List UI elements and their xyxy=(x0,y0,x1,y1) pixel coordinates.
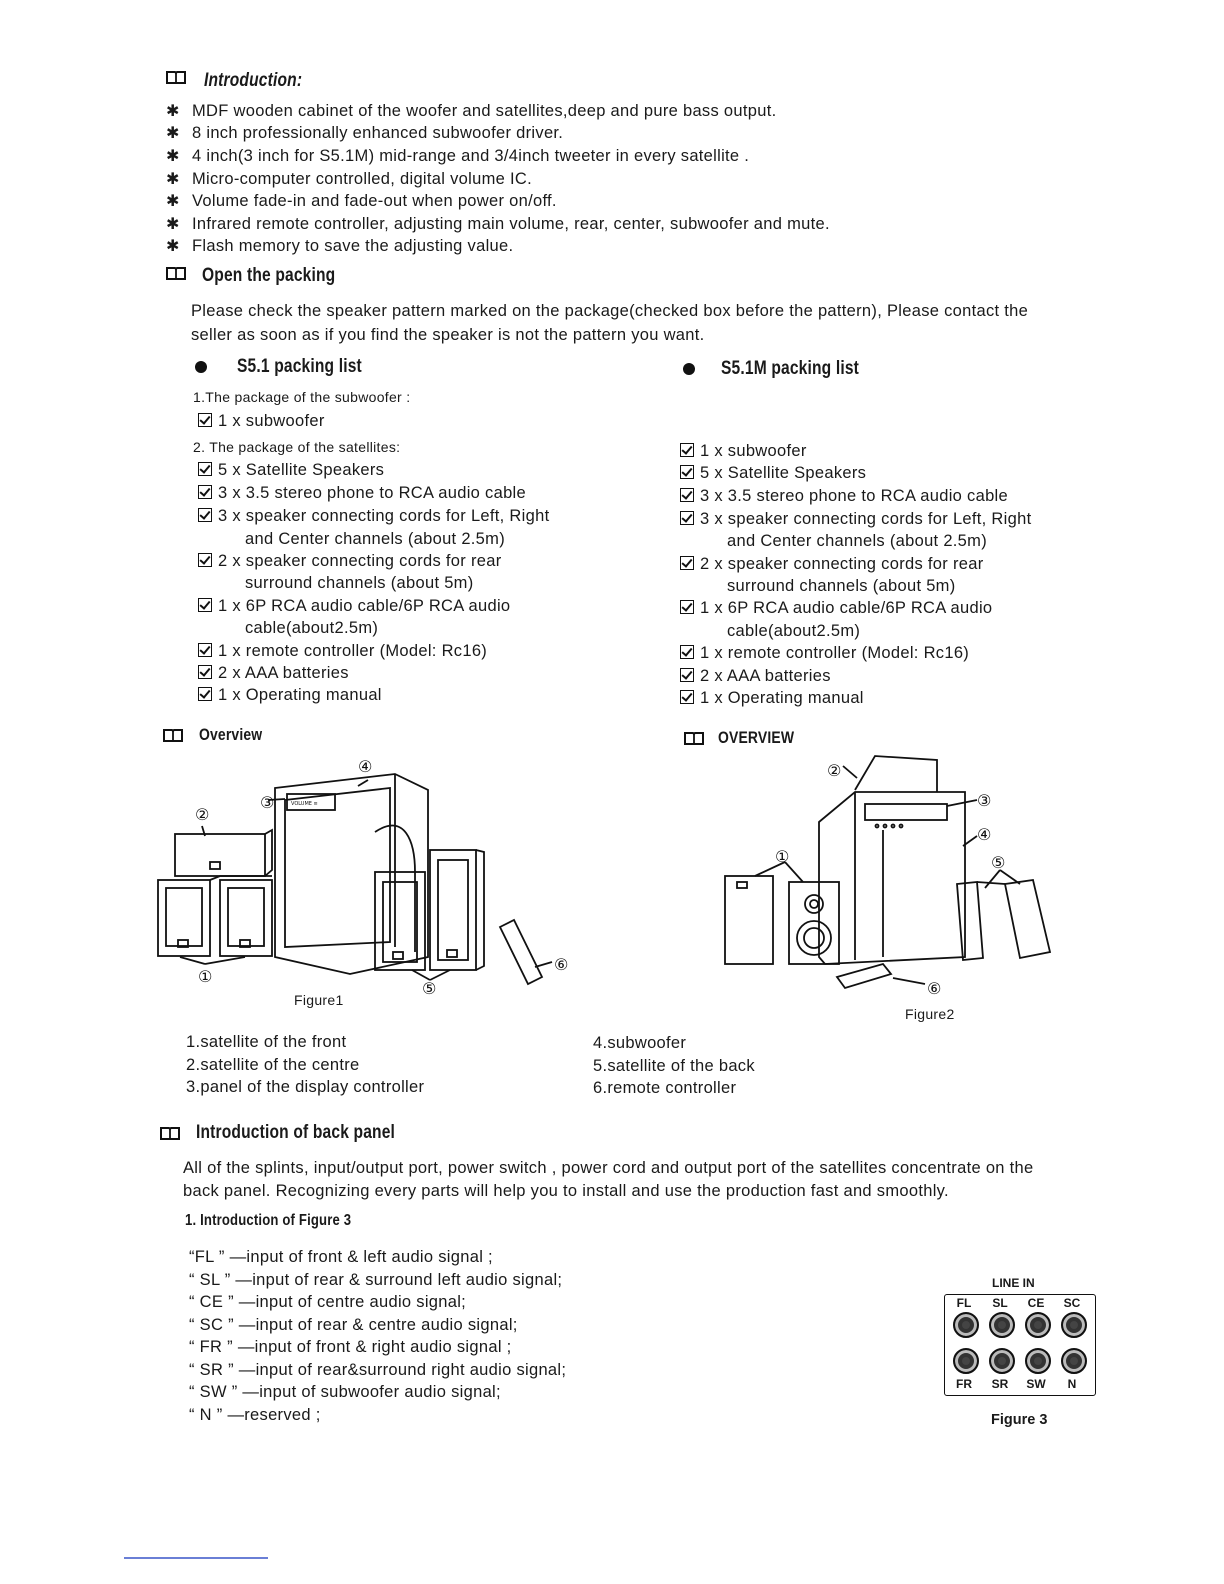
packing-item-continuation: and Center channels (about 2.5m) xyxy=(727,532,987,550)
s51-packing-item xyxy=(198,597,510,616)
s51m-packing-item xyxy=(680,667,831,686)
rca-jack-icon xyxy=(1061,1348,1087,1374)
legend-item: 2.satellite of the centre xyxy=(186,1055,360,1074)
callout-6: ⑥ xyxy=(927,979,942,997)
checked-box-icon xyxy=(680,645,694,659)
callout-4: ④ xyxy=(977,825,992,844)
packing-item-continuation: surround channels (about 5m) xyxy=(727,577,956,595)
packing-item-text: 1 x Operating manual xyxy=(218,686,382,704)
callout-1: ① xyxy=(775,847,790,866)
section-title-introduction: Introduction: xyxy=(204,70,303,91)
s51m-packing-item xyxy=(680,464,866,483)
intro-bullet-text: 4 inch(3 inch for S5.1M) mid-range and 3/4inch tweeter in every satellite . xyxy=(192,147,750,165)
s51m-packing-item xyxy=(680,599,992,618)
book-icon xyxy=(166,70,186,84)
checked-box-icon xyxy=(680,511,694,525)
packing-item-text: 2 x AAA batteries xyxy=(218,664,349,682)
book-icon xyxy=(160,1126,180,1140)
callout-3: ③ xyxy=(260,793,275,812)
figure1-caption: Figure1 xyxy=(294,992,344,1008)
bullet-star-icon: ✱ xyxy=(166,238,180,255)
jack-label-bottom: SR xyxy=(991,1377,1009,1391)
s51-subwoofer-package-heading: 1.The package of the subwoofer : xyxy=(193,389,411,405)
s51-packing-item xyxy=(198,484,526,503)
packing-item-continuation: cable(about2.5m) xyxy=(245,619,379,637)
legend-item: 6.remote controller xyxy=(593,1079,737,1097)
checked-box-icon xyxy=(680,443,694,457)
jack-label-bottom: N xyxy=(1067,1377,1077,1391)
signal-description: “ FR ” —input of front & right audio signal ; xyxy=(189,1338,512,1356)
checked-box-icon xyxy=(198,553,212,567)
checked-box-icon xyxy=(198,485,212,499)
figure3-intro-subtitle: 1. Introduction of Figure 3 xyxy=(185,1212,352,1229)
packing-item-text: 1 x Operating manual xyxy=(700,689,864,707)
packing-item-continuation: surround channels (about 5m) xyxy=(245,574,474,592)
rca-jack-icon xyxy=(953,1312,979,1338)
overview-title-left: Overview xyxy=(199,725,263,744)
checked-box-icon xyxy=(198,665,212,679)
rca-jack-icon xyxy=(989,1348,1015,1374)
legend-item: 1.satellite of the front xyxy=(186,1033,347,1051)
checked-box-icon xyxy=(680,556,694,570)
checked-box-icon xyxy=(198,508,212,522)
figure2-caption: Figure2 xyxy=(905,1006,955,1022)
callout-5: ⑤ xyxy=(422,979,437,998)
signal-description: “ SR ” —input of rear&surround right audio signal; xyxy=(189,1360,567,1379)
jack-label-top: FL xyxy=(956,1296,972,1310)
packing-paragraph-line2: seller as soon as if you find the speaker is not the pattern you want. xyxy=(191,326,705,344)
checked-box-icon xyxy=(680,465,694,479)
bullet-star-icon: ✱ xyxy=(166,148,180,165)
figure3-caption: Figure 3 xyxy=(991,1412,1048,1428)
s51m-packing-item xyxy=(680,689,864,708)
packing-item-text: 5 x Satellite Speakers xyxy=(218,461,385,479)
packing-item-text: 5 x Satellite Speakers xyxy=(700,464,867,482)
overview-title-right: OVERVIEW xyxy=(718,728,795,747)
back-panel-paragraph-line2: back panel. Recognizing every parts will help you to install and use the production fast and smoothly. xyxy=(183,1182,949,1200)
book-icon xyxy=(163,728,183,742)
s51-packing-item xyxy=(198,461,384,480)
s51m-packing-list-title: S5.1M packing list xyxy=(721,358,860,379)
rca-jack-icon xyxy=(1025,1312,1051,1338)
s51m-packing-item xyxy=(680,487,1008,506)
packing-item-continuation: and Center channels (about 2.5m) xyxy=(245,530,505,548)
bullet-star-icon: ✱ xyxy=(166,171,180,188)
callout-5: ⑤ xyxy=(991,853,1006,872)
rca-jack-icon xyxy=(953,1348,979,1374)
display-panel-label: VOLUME ≡ xyxy=(291,801,318,807)
s51-satellites-package-heading: 2. The package of the satellites: xyxy=(193,439,401,455)
packing-item-text: 3 x speaker connecting cords for Left, Right xyxy=(700,510,1032,528)
legend-item: 5.satellite of the back xyxy=(593,1056,755,1075)
checked-box-icon xyxy=(198,687,212,701)
jack-label-top: SL xyxy=(992,1296,1008,1310)
figure1-speaker-system-drawing xyxy=(150,752,590,1002)
checked-box-icon xyxy=(198,462,212,476)
intro-bullet-text: MDF wooden cabinet of the woofer and satellites,deep and pure bass output. xyxy=(192,102,777,120)
callout-6: ⑥ xyxy=(554,955,569,974)
jack-label-top: SC xyxy=(1063,1296,1081,1310)
bullet-dot xyxy=(683,363,695,375)
figure3-line-in-panel xyxy=(944,1294,1096,1396)
rca-jack-icon xyxy=(1061,1312,1087,1338)
packing-item-text: 1 x 6P RCA audio cable/6P RCA audio xyxy=(218,597,511,615)
signal-description: “ SC ” —input of rear & centre audio signal; xyxy=(189,1315,518,1334)
packing-item-text: 3 x 3.5 stereo phone to RCA audio cable xyxy=(218,484,526,502)
intro-bullet-text: Volume fade-in and fade-out when power on/off. xyxy=(192,192,557,210)
rca-jack-icon xyxy=(989,1312,1015,1338)
s51-packing-item xyxy=(198,552,502,571)
bullet-star-icon: ✱ xyxy=(166,216,180,233)
signal-description: “ N ” —reserved ; xyxy=(189,1405,321,1424)
bullet-dot xyxy=(195,361,207,373)
intro-bullet-text: Micro-computer controlled, digital volume IC. xyxy=(192,170,532,188)
s51m-packing-item xyxy=(680,555,984,574)
packing-item-text: 2 x speaker connecting cords for rear xyxy=(218,552,502,570)
packing-item-text: 1 x remote controller (Model: Rc16) xyxy=(700,644,970,662)
bullet-star-icon: ✱ xyxy=(166,103,180,120)
callout-2: ② xyxy=(827,761,842,780)
checked-box-icon xyxy=(680,600,694,614)
figure2-speaker-system-drawing xyxy=(715,752,1070,997)
packing-item-text: 1 x 6P RCA audio cable/6P RCA audio xyxy=(700,599,993,617)
intro-bullet-text: Infrared remote controller, adjusting main volume, rear, center, subwoofer and mute. xyxy=(192,215,830,233)
s51-packing-item xyxy=(198,642,487,661)
packing-item-text: 1 x remote controller (Model: Rc16) xyxy=(218,642,488,660)
jack-label-bottom: FR xyxy=(956,1377,972,1391)
s51-packing-item xyxy=(198,686,382,705)
checked-box-icon xyxy=(680,690,694,704)
checked-box-icon xyxy=(198,413,212,427)
book-icon xyxy=(166,266,186,280)
line-in-label: LINE IN xyxy=(992,1276,1035,1290)
callout-4: ④ xyxy=(358,757,373,776)
back-panel-paragraph-line1: All of the splints, input/output port, power switch , power cord and output port of the satellites concentrate on the xyxy=(183,1159,1034,1177)
packing-item-continuation: cable(about2.5m) xyxy=(727,622,861,640)
s51-packing-list-title: S5.1 packing list xyxy=(237,356,362,377)
packing-item-text: 2 x speaker connecting cords for rear xyxy=(700,555,984,573)
s51-packing-item xyxy=(198,664,349,683)
signal-description: “ SW ” —input of subwoofer audio signal; xyxy=(189,1383,501,1401)
s51m-packing-item xyxy=(680,442,807,461)
s51-subwoofer-item: 1 x subwoofer xyxy=(198,412,325,431)
packing-item-text: 3 x 3.5 stereo phone to RCA audio cable xyxy=(700,487,1008,505)
footer-rule xyxy=(124,1557,268,1559)
callout-2: ② xyxy=(195,805,210,824)
jack-label-top: CE xyxy=(1027,1296,1045,1310)
s51m-packing-item xyxy=(680,510,1031,529)
packing-item-text: 3 x speaker connecting cords for Left, Right xyxy=(218,507,550,525)
rca-jack-icon xyxy=(1025,1348,1051,1374)
legend-item: 4.subwoofer xyxy=(593,1034,687,1052)
book-icon xyxy=(684,731,704,745)
s51-packing-item xyxy=(198,507,549,526)
signal-description: “ SL ” —input of rear & surround left audio signal; xyxy=(189,1270,563,1289)
section-title-back-panel: Introduction of back panel xyxy=(196,1122,396,1143)
checked-box-icon xyxy=(198,643,212,657)
s51m-packing-item xyxy=(680,644,969,663)
packing-paragraph-line1: Please check the speaker pattern marked on the package(checked box before the pattern), Please contact the xyxy=(191,302,1029,320)
intro-bullet-text: 8 inch professionally enhanced subwoofer driver. xyxy=(192,124,564,142)
jack-label-bottom: SW xyxy=(1026,1377,1046,1391)
callout-3: ③ xyxy=(977,791,992,810)
checked-box-icon xyxy=(680,488,694,502)
signal-description: “ CE ” —input of centre audio signal; xyxy=(189,1293,467,1311)
intro-bullet-text: Flash memory to save the adjusting value. xyxy=(192,237,514,255)
bullet-star-icon: ✱ xyxy=(166,193,180,210)
legend-item: 3.panel of the display controller xyxy=(186,1078,425,1096)
section-title-open-packing: Open the packing xyxy=(202,265,336,286)
signal-description: “FL ” —input of front & left audio signal ; xyxy=(189,1248,493,1266)
packing-item-text: 1 x subwoofer xyxy=(700,442,807,460)
checked-box-icon xyxy=(680,668,694,682)
checked-box-icon xyxy=(198,598,212,612)
callout-1: ① xyxy=(198,967,213,986)
bullet-star-icon: ✱ xyxy=(166,125,180,142)
packing-item-text: 2 x AAA batteries xyxy=(700,667,831,685)
